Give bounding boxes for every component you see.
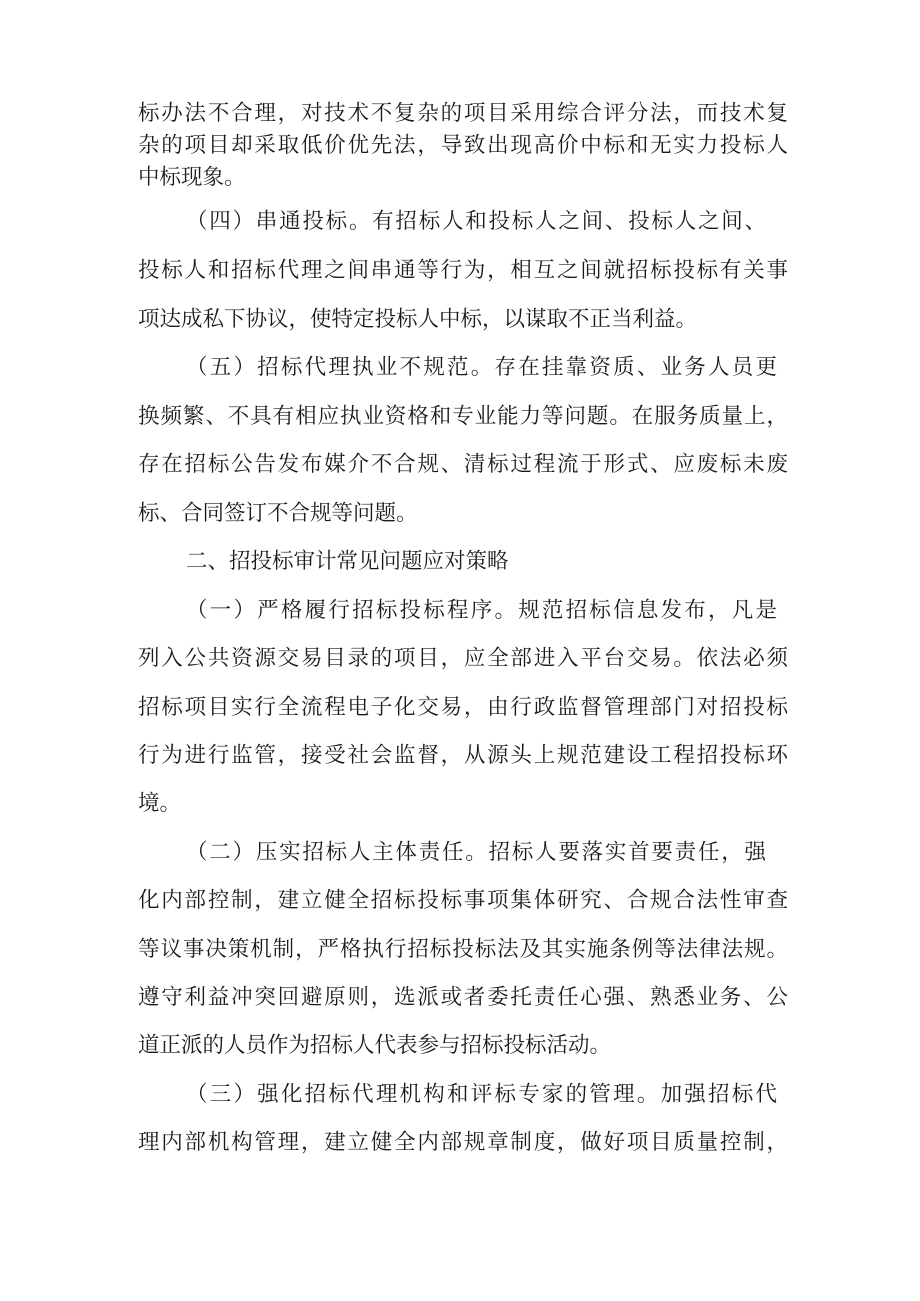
text-line: 换频繁、不具有相应执业资格和专业能力等问题。在服务质量上， xyxy=(138,404,788,429)
text-line: 理内部机构管理，建立健全内部规章制度，做好项目质量控制， xyxy=(138,1130,788,1155)
text-line: （三）强化招标代理机构和评标专家的管理。加强招标代 xyxy=(186,1082,777,1107)
text-line: 标办法不合理，对技术不复杂的项目采用综合评分法，而技术复 xyxy=(138,101,788,126)
text-line: （一）严格履行招标投标程序。规范招标信息发布，凡是 xyxy=(186,598,777,623)
text-line: 项达成私下协议，使特定投标人中标，以谋取不正当利益。 xyxy=(138,307,698,332)
section-heading: 二、招投标审计常见问题应对策略 xyxy=(186,549,509,574)
text-line: 行为进行监管，接受社会监督，从源头上规范建设工程招投标环 xyxy=(138,743,788,768)
text-line: 等议事决策机制，严格执行招标投标法及其实施条例等法律法规。 xyxy=(138,937,788,962)
text-line: 道正派的人员作为招标人代表参与招标投标活动。 xyxy=(138,1033,612,1058)
text-line: 投标人和招标代理之间串通等行为，相互之间就招标投标有关事 xyxy=(138,258,788,283)
text-line: 列入公共资源交易目录的项目，应全部进入平台交易。依法必须 xyxy=(138,646,788,671)
text-line: （四）串通投标。有招标人和投标人之间、投标人之间、 xyxy=(186,209,766,234)
text-line: 标、合同签订不合规等问题。 xyxy=(138,501,418,526)
text-line: 存在招标公告发布媒介不合规、清标过程流于形式、应废标未废 xyxy=(138,452,788,477)
text-line: （二）压实招标人主体责任。招标人要落实首要责任，强 xyxy=(186,840,766,865)
text-line: 化内部控制，建立健全招标投标事项集体研究、合规合法性审查 xyxy=(138,888,788,913)
text-line: 招标项目实行全流程电子化交易，由行政监督管理部门对招投标 xyxy=(138,695,788,720)
text-line: 中标现象。 xyxy=(138,165,246,190)
text-line: （五）招标代理执业不规范。存在挂靠资质、业务人员更 xyxy=(186,355,777,380)
text-line: 境。 xyxy=(138,791,182,816)
text-line: 杂的项目却采取低价优先法，导致出现高价中标和无实力投标人 xyxy=(138,133,788,158)
text-line: 遵守利益冲突回避原则，选派或者委托责任心强、熟悉业务、公 xyxy=(138,985,788,1010)
